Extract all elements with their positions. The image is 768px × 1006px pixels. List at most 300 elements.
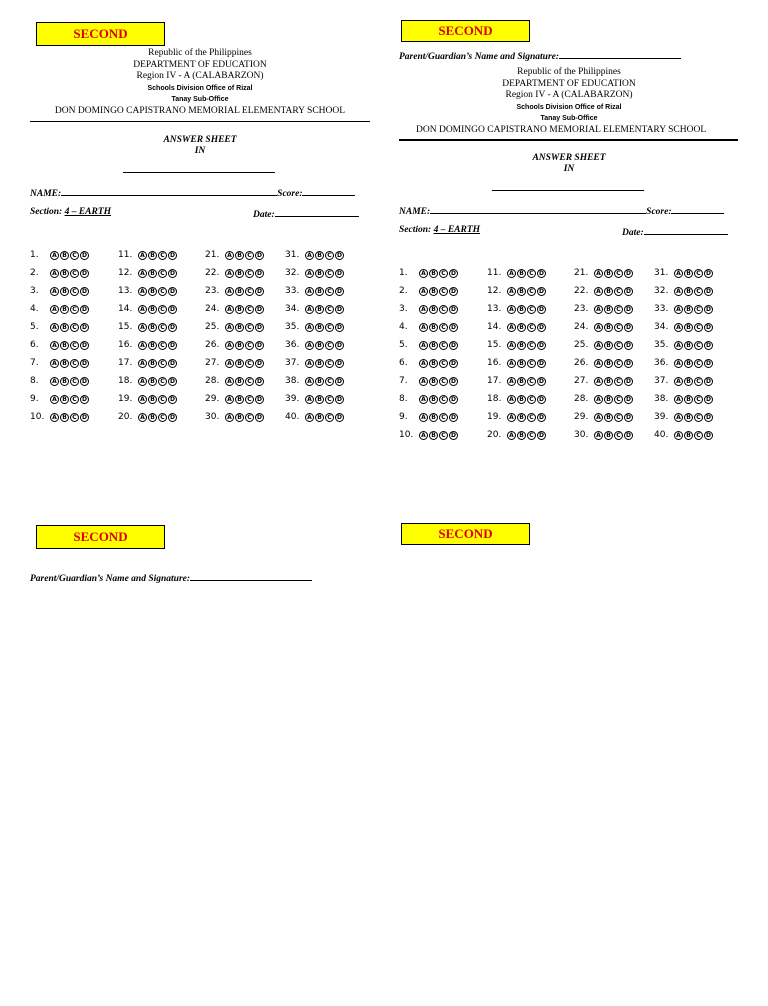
answer-bubble-a[interactable]: A — [50, 413, 59, 422]
answer-bubble-c[interactable]: C — [70, 269, 79, 278]
answer-bubble-a[interactable]: A — [507, 305, 516, 314]
answer-bubble-c[interactable]: C — [245, 341, 254, 350]
answer-bubble-a[interactable]: A — [507, 377, 516, 386]
answer-bubble-a[interactable]: A — [507, 269, 516, 278]
answer-bubble-b[interactable]: B — [429, 413, 438, 422]
answer-bubble-c[interactable]: C — [245, 269, 254, 278]
answer-bubble-a[interactable]: A — [674, 413, 683, 422]
answer-bubble-d[interactable]: D — [168, 287, 177, 296]
answer-bubble-b[interactable]: B — [604, 269, 613, 278]
answer-bubble-b[interactable]: B — [684, 431, 693, 440]
answer-bubble-c[interactable]: C — [439, 395, 448, 404]
answer-bubble-d[interactable]: D — [449, 395, 458, 404]
answer-bubble-a[interactable]: A — [419, 269, 428, 278]
answer-bubble-a[interactable]: A — [225, 377, 234, 386]
answer-bubble-a[interactable]: A — [419, 359, 428, 368]
answer-bubble-c[interactable]: C — [70, 287, 79, 296]
answer-bubble-b[interactable]: B — [684, 269, 693, 278]
answer-bubble-b[interactable]: B — [235, 395, 244, 404]
answer-bubble-c[interactable]: C — [694, 341, 703, 350]
answer-bubble-a[interactable]: A — [50, 323, 59, 332]
answer-bubble-b[interactable]: B — [604, 305, 613, 314]
answer-bubble-d[interactable]: D — [168, 323, 177, 332]
answer-bubble-a[interactable]: A — [674, 431, 683, 440]
answer-bubble-b[interactable]: B — [684, 377, 693, 386]
answer-bubble-c[interactable]: C — [245, 413, 254, 422]
answer-bubble-a[interactable]: A — [225, 323, 234, 332]
answer-bubble-a[interactable]: A — [419, 305, 428, 314]
answer-bubble-c[interactable]: C — [614, 413, 623, 422]
answer-bubble-b[interactable]: B — [429, 323, 438, 332]
answer-bubble-d[interactable]: D — [255, 323, 264, 332]
answer-bubble-d[interactable]: D — [80, 341, 89, 350]
answer-bubble-a[interactable]: A — [138, 377, 147, 386]
answer-bubble-a[interactable]: A — [50, 305, 59, 314]
answer-bubble-a[interactable]: A — [594, 269, 603, 278]
answer-bubble-a[interactable]: A — [507, 413, 516, 422]
answer-bubble-b[interactable]: B — [148, 341, 157, 350]
answer-bubble-a[interactable]: A — [50, 287, 59, 296]
answer-bubble-c[interactable]: C — [694, 359, 703, 368]
answer-bubble-d[interactable]: D — [624, 395, 633, 404]
answer-bubble-b[interactable]: B — [429, 395, 438, 404]
answer-bubble-c[interactable]: C — [325, 395, 334, 404]
answer-bubble-a[interactable]: A — [138, 269, 147, 278]
answer-bubble-c[interactable]: C — [245, 359, 254, 368]
answer-bubble-d[interactable]: D — [704, 323, 713, 332]
answer-bubble-c[interactable]: C — [614, 431, 623, 440]
answer-bubble-b[interactable]: B — [148, 251, 157, 260]
answer-bubble-a[interactable]: A — [419, 413, 428, 422]
answer-bubble-d[interactable]: D — [80, 251, 89, 260]
answer-bubble-c[interactable]: C — [70, 377, 79, 386]
answer-bubble-a[interactable]: A — [138, 413, 147, 422]
answer-bubble-b[interactable]: B — [604, 431, 613, 440]
answer-bubble-c[interactable]: C — [158, 413, 167, 422]
answer-bubble-b[interactable]: B — [604, 413, 613, 422]
answer-bubble-c[interactable]: C — [439, 287, 448, 296]
answer-bubble-d[interactable]: D — [80, 287, 89, 296]
answer-bubble-c[interactable]: C — [325, 287, 334, 296]
answer-bubble-c[interactable]: C — [527, 269, 536, 278]
answer-bubble-c[interactable]: C — [70, 413, 79, 422]
answer-bubble-a[interactable]: A — [225, 359, 234, 368]
answer-bubble-b[interactable]: B — [235, 251, 244, 260]
answer-bubble-d[interactable]: D — [537, 431, 546, 440]
answer-bubble-a[interactable]: A — [225, 305, 234, 314]
answer-bubble-d[interactable]: D — [624, 269, 633, 278]
answer-bubble-c[interactable]: C — [70, 395, 79, 404]
answer-bubble-b[interactable]: B — [60, 323, 69, 332]
answer-bubble-a[interactable]: A — [419, 395, 428, 404]
answer-bubble-d[interactable]: D — [624, 431, 633, 440]
answer-bubble-b[interactable]: B — [60, 305, 69, 314]
answer-bubble-d[interactable]: D — [537, 323, 546, 332]
answer-bubble-a[interactable]: A — [225, 269, 234, 278]
answer-bubble-a[interactable]: A — [507, 287, 516, 296]
answer-bubble-b[interactable]: B — [604, 341, 613, 350]
answer-bubble-c[interactable]: C — [527, 431, 536, 440]
answer-bubble-b[interactable]: B — [429, 287, 438, 296]
answer-bubble-d[interactable]: D — [168, 395, 177, 404]
answer-bubble-c[interactable]: C — [325, 341, 334, 350]
answer-bubble-b[interactable]: B — [60, 287, 69, 296]
answer-bubble-c[interactable]: C — [614, 287, 623, 296]
answer-bubble-b[interactable]: B — [604, 395, 613, 404]
answer-bubble-b[interactable]: B — [148, 287, 157, 296]
answer-bubble-a[interactable]: A — [138, 323, 147, 332]
answer-bubble-a[interactable]: A — [305, 251, 314, 260]
answer-bubble-c[interactable]: C — [694, 377, 703, 386]
answer-bubble-c[interactable]: C — [158, 395, 167, 404]
answer-bubble-b[interactable]: B — [315, 305, 324, 314]
answer-bubble-d[interactable]: D — [624, 341, 633, 350]
answer-bubble-c[interactable]: C — [325, 251, 334, 260]
answer-bubble-c[interactable]: C — [158, 287, 167, 296]
answer-bubble-d[interactable]: D — [624, 359, 633, 368]
answer-bubble-d[interactable]: D — [335, 341, 344, 350]
answer-bubble-a[interactable]: A — [50, 251, 59, 260]
answer-bubble-b[interactable]: B — [148, 377, 157, 386]
answer-bubble-c[interactable]: C — [614, 305, 623, 314]
answer-bubble-b[interactable]: B — [604, 359, 613, 368]
answer-bubble-d[interactable]: D — [624, 323, 633, 332]
answer-bubble-c[interactable]: C — [70, 305, 79, 314]
answer-bubble-a[interactable]: A — [507, 341, 516, 350]
answer-bubble-d[interactable]: D — [449, 323, 458, 332]
answer-bubble-d[interactable]: D — [255, 269, 264, 278]
answer-bubble-c[interactable]: C — [694, 413, 703, 422]
answer-bubble-c[interactable]: C — [158, 323, 167, 332]
answer-bubble-d[interactable]: D — [704, 377, 713, 386]
answer-bubble-a[interactable]: A — [138, 359, 147, 368]
answer-bubble-d[interactable]: D — [449, 341, 458, 350]
answer-bubble-b[interactable]: B — [148, 395, 157, 404]
answer-bubble-d[interactable]: D — [335, 413, 344, 422]
answer-bubble-d[interactable]: D — [80, 359, 89, 368]
answer-bubble-c[interactable]: C — [694, 269, 703, 278]
answer-bubble-b[interactable]: B — [429, 341, 438, 350]
answer-bubble-a[interactable]: A — [674, 341, 683, 350]
answer-bubble-c[interactable]: C — [325, 359, 334, 368]
answer-bubble-c[interactable]: C — [158, 251, 167, 260]
answer-bubble-a[interactable]: A — [138, 305, 147, 314]
answer-bubble-c[interactable]: C — [245, 395, 254, 404]
name-field[interactable] — [61, 186, 277, 196]
answer-bubble-d[interactable]: D — [449, 359, 458, 368]
answer-bubble-b[interactable]: B — [604, 287, 613, 296]
answer-bubble-c[interactable]: C — [439, 305, 448, 314]
answer-bubble-b[interactable]: B — [684, 305, 693, 314]
answer-bubble-c[interactable]: C — [245, 323, 254, 332]
answer-bubble-b[interactable]: B — [517, 395, 526, 404]
answer-bubble-d[interactable]: D — [624, 413, 633, 422]
answer-bubble-c[interactable]: C — [694, 431, 703, 440]
answer-bubble-a[interactable]: A — [507, 323, 516, 332]
answer-bubble-c[interactable]: C — [527, 323, 536, 332]
answer-bubble-a[interactable]: A — [419, 323, 428, 332]
answer-bubble-a[interactable]: A — [674, 305, 683, 314]
answer-bubble-b[interactable]: B — [517, 377, 526, 386]
answer-bubble-d[interactable]: D — [537, 341, 546, 350]
answer-bubble-c[interactable]: C — [527, 413, 536, 422]
answer-bubble-a[interactable]: A — [419, 287, 428, 296]
answer-bubble-b[interactable]: B — [148, 359, 157, 368]
answer-bubble-d[interactable]: D — [704, 431, 713, 440]
answer-bubble-d[interactable]: D — [449, 377, 458, 386]
answer-bubble-a[interactable]: A — [594, 287, 603, 296]
answer-bubble-c[interactable]: C — [158, 269, 167, 278]
answer-bubble-b[interactable]: B — [429, 377, 438, 386]
answer-bubble-d[interactable]: D — [255, 413, 264, 422]
answer-bubble-a[interactable]: A — [50, 359, 59, 368]
answer-bubble-b[interactable]: B — [684, 287, 693, 296]
answer-bubble-b[interactable]: B — [148, 305, 157, 314]
answer-bubble-a[interactable]: A — [50, 269, 59, 278]
answer-bubble-b[interactable]: B — [429, 359, 438, 368]
answer-bubble-a[interactable]: A — [594, 305, 603, 314]
answer-bubble-c[interactable]: C — [245, 377, 254, 386]
date-field[interactable] — [275, 207, 359, 217]
answer-bubble-a[interactable]: A — [419, 431, 428, 440]
answer-bubble-c[interactable]: C — [527, 341, 536, 350]
answer-bubble-a[interactable]: A — [225, 341, 234, 350]
answer-bubble-d[interactable]: D — [449, 305, 458, 314]
answer-bubble-b[interactable]: B — [684, 323, 693, 332]
answer-bubble-c[interactable]: C — [325, 377, 334, 386]
answer-bubble-c[interactable]: C — [527, 377, 536, 386]
answer-bubble-d[interactable]: D — [704, 341, 713, 350]
answer-bubble-b[interactable]: B — [517, 413, 526, 422]
answer-bubble-b[interactable]: B — [315, 323, 324, 332]
answer-bubble-d[interactable]: D — [704, 359, 713, 368]
answer-bubble-b[interactable]: B — [60, 341, 69, 350]
answer-bubble-c[interactable]: C — [158, 359, 167, 368]
answer-bubble-c[interactable]: C — [439, 269, 448, 278]
answer-bubble-a[interactable]: A — [225, 251, 234, 260]
answer-bubble-a[interactable]: A — [305, 269, 314, 278]
answer-bubble-a[interactable]: A — [419, 377, 428, 386]
answer-bubble-b[interactable]: B — [60, 359, 69, 368]
answer-bubble-d[interactable]: D — [80, 269, 89, 278]
answer-bubble-b[interactable]: B — [684, 413, 693, 422]
answer-bubble-d[interactable]: D — [168, 341, 177, 350]
answer-bubble-a[interactable]: A — [225, 287, 234, 296]
answer-bubble-d[interactable]: D — [255, 251, 264, 260]
answer-bubble-a[interactable]: A — [305, 413, 314, 422]
score-field[interactable] — [671, 204, 724, 214]
answer-bubble-a[interactable]: A — [594, 413, 603, 422]
answer-bubble-d[interactable]: D — [80, 413, 89, 422]
answer-bubble-c[interactable]: C — [527, 287, 536, 296]
answer-bubble-c[interactable]: C — [694, 323, 703, 332]
answer-bubble-b[interactable]: B — [429, 431, 438, 440]
answer-bubble-c[interactable]: C — [439, 413, 448, 422]
answer-bubble-b[interactable]: B — [60, 269, 69, 278]
answer-bubble-c[interactable]: C — [527, 359, 536, 368]
answer-bubble-b[interactable]: B — [315, 377, 324, 386]
answer-bubble-d[interactable]: D — [537, 269, 546, 278]
answer-bubble-a[interactable]: A — [594, 323, 603, 332]
answer-bubble-a[interactable]: A — [674, 269, 683, 278]
answer-bubble-b[interactable]: B — [235, 413, 244, 422]
answer-bubble-d[interactable]: D — [335, 377, 344, 386]
answer-bubble-c[interactable]: C — [245, 287, 254, 296]
answer-bubble-d[interactable]: D — [168, 269, 177, 278]
answer-bubble-c[interactable]: C — [325, 413, 334, 422]
answer-bubble-c[interactable]: C — [439, 359, 448, 368]
answer-bubble-c[interactable]: C — [439, 377, 448, 386]
answer-bubble-c[interactable]: C — [614, 269, 623, 278]
answer-bubble-b[interactable]: B — [235, 359, 244, 368]
answer-bubble-a[interactable]: A — [225, 413, 234, 422]
answer-bubble-a[interactable]: A — [50, 395, 59, 404]
answer-bubble-a[interactable]: A — [507, 359, 516, 368]
answer-bubble-b[interactable]: B — [517, 341, 526, 350]
answer-bubble-b[interactable]: B — [235, 341, 244, 350]
answer-bubble-a[interactable]: A — [138, 341, 147, 350]
answer-bubble-d[interactable]: D — [624, 287, 633, 296]
answer-bubble-b[interactable]: B — [604, 323, 613, 332]
answer-bubble-d[interactable]: D — [537, 305, 546, 314]
answer-bubble-a[interactable]: A — [305, 359, 314, 368]
answer-bubble-d[interactable]: D — [168, 251, 177, 260]
answer-bubble-d[interactable]: D — [335, 287, 344, 296]
answer-bubble-c[interactable]: C — [614, 323, 623, 332]
answer-bubble-c[interactable]: C — [694, 287, 703, 296]
answer-bubble-c[interactable]: C — [527, 395, 536, 404]
answer-bubble-a[interactable]: A — [305, 377, 314, 386]
answer-bubble-c[interactable]: C — [439, 341, 448, 350]
answer-bubble-c[interactable]: C — [439, 431, 448, 440]
answer-bubble-d[interactable]: D — [255, 305, 264, 314]
answer-bubble-a[interactable]: A — [594, 395, 603, 404]
answer-bubble-a[interactable]: A — [50, 377, 59, 386]
answer-bubble-b[interactable]: B — [517, 359, 526, 368]
answer-bubble-d[interactable]: D — [335, 269, 344, 278]
answer-bubble-a[interactable]: A — [138, 395, 147, 404]
answer-bubble-c[interactable]: C — [70, 323, 79, 332]
answer-bubble-a[interactable]: A — [50, 341, 59, 350]
answer-bubble-b[interactable]: B — [148, 269, 157, 278]
answer-bubble-d[interactable]: D — [537, 287, 546, 296]
answer-bubble-c[interactable]: C — [158, 377, 167, 386]
answer-bubble-d[interactable]: D — [255, 395, 264, 404]
answer-bubble-a[interactable]: A — [594, 341, 603, 350]
answer-bubble-d[interactable]: D — [704, 269, 713, 278]
answer-bubble-b[interactable]: B — [315, 359, 324, 368]
answer-bubble-d[interactable]: D — [255, 341, 264, 350]
answer-bubble-d[interactable]: D — [168, 377, 177, 386]
answer-bubble-c[interactable]: C — [614, 359, 623, 368]
answer-bubble-a[interactable]: A — [138, 251, 147, 260]
answer-bubble-a[interactable]: A — [674, 395, 683, 404]
answer-bubble-b[interactable]: B — [517, 305, 526, 314]
name-field[interactable] — [430, 204, 646, 214]
answer-bubble-c[interactable]: C — [70, 341, 79, 350]
signature-field[interactable] — [559, 49, 681, 59]
answer-bubble-a[interactable]: A — [674, 359, 683, 368]
answer-bubble-d[interactable]: D — [80, 305, 89, 314]
answer-bubble-b[interactable]: B — [235, 269, 244, 278]
answer-bubble-d[interactable]: D — [80, 377, 89, 386]
answer-bubble-d[interactable]: D — [255, 287, 264, 296]
answer-bubble-b[interactable]: B — [60, 413, 69, 422]
answer-bubble-d[interactable]: D — [335, 359, 344, 368]
answer-bubble-a[interactable]: A — [594, 431, 603, 440]
answer-bubble-d[interactable]: D — [80, 395, 89, 404]
answer-bubble-a[interactable]: A — [305, 341, 314, 350]
answer-bubble-a[interactable]: A — [419, 341, 428, 350]
answer-bubble-c[interactable]: C — [70, 251, 79, 260]
answer-bubble-d[interactable]: D — [255, 377, 264, 386]
answer-bubble-b[interactable]: B — [148, 413, 157, 422]
answer-bubble-c[interactable]: C — [614, 395, 623, 404]
answer-bubble-b[interactable]: B — [60, 251, 69, 260]
answer-bubble-d[interactable]: D — [704, 305, 713, 314]
answer-bubble-b[interactable]: B — [60, 395, 69, 404]
answer-bubble-a[interactable]: A — [305, 395, 314, 404]
answer-bubble-c[interactable]: C — [614, 341, 623, 350]
answer-bubble-b[interactable]: B — [148, 323, 157, 332]
answer-bubble-b[interactable]: B — [604, 377, 613, 386]
date-field[interactable] — [644, 225, 728, 235]
answer-bubble-b[interactable]: B — [429, 269, 438, 278]
answer-bubble-b[interactable]: B — [517, 431, 526, 440]
answer-bubble-b[interactable]: B — [315, 269, 324, 278]
answer-bubble-c[interactable]: C — [158, 305, 167, 314]
answer-bubble-d[interactable]: D — [80, 323, 89, 332]
answer-bubble-b[interactable]: B — [235, 305, 244, 314]
answer-bubble-d[interactable]: D — [704, 395, 713, 404]
answer-bubble-d[interactable]: D — [624, 377, 633, 386]
answer-bubble-b[interactable]: B — [429, 305, 438, 314]
subject-blank-line[interactable] — [492, 190, 644, 191]
answer-bubble-b[interactable]: B — [517, 323, 526, 332]
answer-bubble-b[interactable]: B — [684, 395, 693, 404]
answer-bubble-c[interactable]: C — [325, 269, 334, 278]
answer-bubble-b[interactable]: B — [684, 341, 693, 350]
answer-bubble-d[interactable]: D — [449, 287, 458, 296]
answer-bubble-b[interactable]: B — [235, 377, 244, 386]
answer-bubble-a[interactable]: A — [507, 431, 516, 440]
answer-bubble-a[interactable]: A — [594, 359, 603, 368]
answer-bubble-d[interactable]: D — [449, 269, 458, 278]
subject-blank-line[interactable] — [123, 172, 275, 173]
answer-bubble-b[interactable]: B — [235, 323, 244, 332]
answer-bubble-b[interactable]: B — [517, 269, 526, 278]
answer-bubble-c[interactable]: C — [245, 251, 254, 260]
answer-bubble-c[interactable]: C — [245, 305, 254, 314]
answer-bubble-d[interactable]: D — [335, 395, 344, 404]
answer-bubble-b[interactable]: B — [235, 287, 244, 296]
answer-bubble-b[interactable]: B — [315, 395, 324, 404]
answer-bubble-c[interactable]: C — [614, 377, 623, 386]
answer-bubble-a[interactable]: A — [674, 323, 683, 332]
answer-bubble-d[interactable]: D — [704, 287, 713, 296]
answer-bubble-c[interactable]: C — [527, 305, 536, 314]
answer-bubble-d[interactable]: D — [255, 359, 264, 368]
answer-bubble-d[interactable]: D — [537, 395, 546, 404]
answer-bubble-b[interactable]: B — [315, 341, 324, 350]
answer-bubble-b[interactable]: B — [684, 359, 693, 368]
answer-bubble-a[interactable]: A — [305, 323, 314, 332]
answer-bubble-b[interactable]: B — [315, 251, 324, 260]
answer-bubble-b[interactable]: B — [60, 377, 69, 386]
answer-bubble-c[interactable]: C — [158, 341, 167, 350]
answer-bubble-d[interactable]: D — [704, 413, 713, 422]
answer-bubble-c[interactable]: C — [694, 305, 703, 314]
